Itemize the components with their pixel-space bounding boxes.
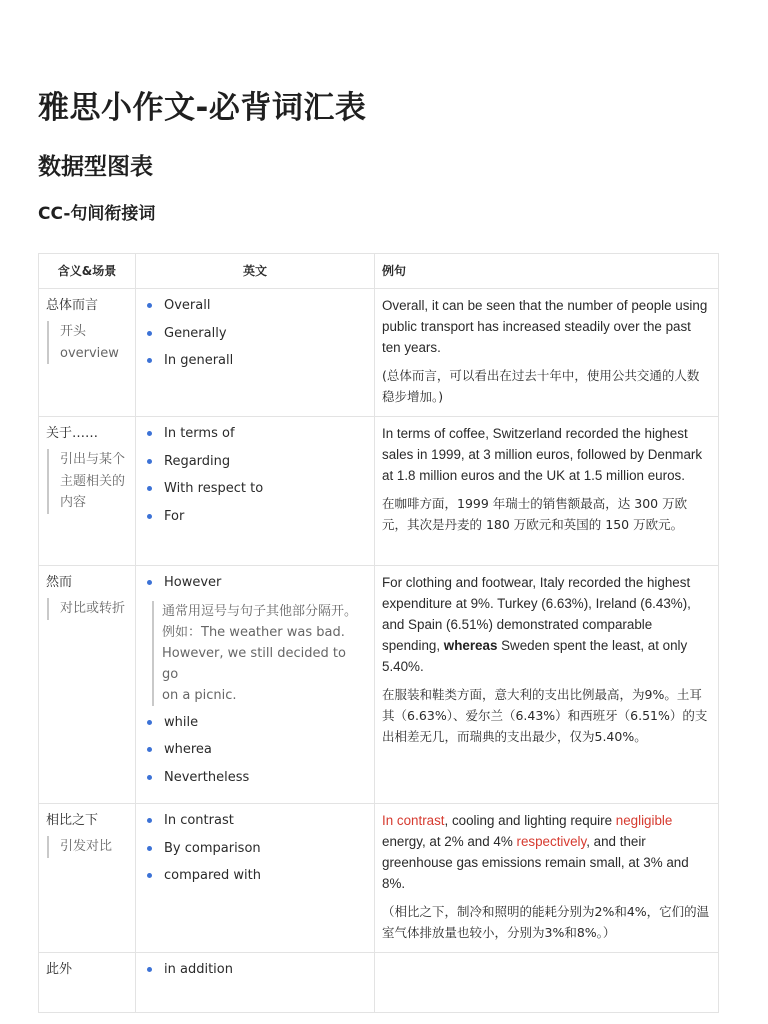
meaning-cell xyxy=(39,289,136,417)
scenario-note: 引出与某个主题相关的内容 xyxy=(47,449,128,514)
list-item: In generall xyxy=(144,350,366,378)
example-cell xyxy=(375,566,719,804)
example-english xyxy=(382,810,711,894)
term-list xyxy=(144,712,366,795)
list-item: In terms of xyxy=(144,423,366,451)
meaning-label: 然而 xyxy=(46,575,73,590)
example-chinese: (总体而言，可以看出在过去十年中，使用公共交通的人数稳步增加。) xyxy=(382,368,700,404)
example-english xyxy=(382,572,711,677)
usage-note-line: 例如：The weather was bad. xyxy=(162,624,345,640)
usage-note-line: 通常用逗号与句子其他部分隔开。 xyxy=(162,603,358,619)
list-item: In contrast xyxy=(144,810,366,838)
scenario-note: 开头 overview xyxy=(47,321,128,364)
english-cell xyxy=(136,953,375,1013)
table-row xyxy=(39,289,719,417)
meaning-label: 关于…… xyxy=(46,426,99,441)
english-cell xyxy=(136,417,375,566)
example-text: , cooling and lighting require xyxy=(444,813,616,828)
usage-note-line: However, we still decided to go xyxy=(162,645,346,682)
table-row xyxy=(39,804,719,953)
list-item: Overall xyxy=(144,295,366,323)
english-cell xyxy=(136,289,375,417)
meaning-label: 相比之下 xyxy=(46,813,99,828)
scenario-note: 引发对比 xyxy=(47,836,128,858)
usage-note xyxy=(152,601,366,706)
highlight-respectively: respectively xyxy=(516,834,587,849)
english-cell xyxy=(136,804,375,953)
example-cell xyxy=(375,417,719,566)
example-chinese: （相比之下，制冷和照明的能耗分别为2%和4%，它们的温室气体排放量也较小，分别为3%和8%。） xyxy=(382,904,710,940)
meaning-cell xyxy=(39,804,136,953)
table-row xyxy=(39,953,719,1013)
term-list xyxy=(144,959,366,987)
subsection-heading: CC-句间衔接词 xyxy=(38,204,156,224)
example-english: In terms of coffee, Switzerland recorded the highest sales in 1999, at 3 million euros, followed by Denmark at 1.8 million euros and the UK at 1.5 million euros. xyxy=(382,426,703,483)
example-text: For clothing and footwear, Italy recorded the highest expenditure at 9%. Turkey (6.63%), Ireland (6.43%), and Spain (6.51%) demonstrated comparable spending, xyxy=(382,575,691,653)
meaning-cell xyxy=(39,417,136,566)
list-item: compared with xyxy=(144,865,366,893)
table-row xyxy=(39,417,719,566)
example-english: Overall, it can be seen that the number of people using public transport has increased steadily over the past ten years. xyxy=(382,298,708,355)
example-cell xyxy=(375,289,719,417)
example-text: , and their greenhouse gas emissions remain small, at 3% and 8%. xyxy=(382,834,689,891)
page-title: 雅思小作文-必背词汇表 xyxy=(38,90,367,126)
highlight-in-contrast: In contrast xyxy=(382,813,445,828)
term-list xyxy=(144,295,366,378)
list-item: Nevertheless xyxy=(144,767,366,795)
term-list xyxy=(144,423,366,533)
example-text: Sweden spent the least, at only 5.40%. xyxy=(382,638,688,674)
header-meaning: 含义&场景 xyxy=(39,254,136,289)
example-chinese: 在咖啡方面，1999 年瑞士的销售额最高，达 300 万欧元，其次是丹麦的 180 万欧元和英国的 150 万欧元。 xyxy=(382,496,688,532)
list-item: wherea xyxy=(144,739,366,767)
table-header-row xyxy=(39,254,719,289)
meaning-cell xyxy=(39,566,136,804)
highlight-negligible: negligible xyxy=(615,813,673,828)
term-list xyxy=(144,572,366,600)
list-item: For xyxy=(144,506,366,534)
list-item: Generally xyxy=(144,323,366,351)
list-item: With respect to xyxy=(144,478,366,506)
usage-note-line: on a picnic. xyxy=(162,687,237,703)
vocab-table xyxy=(38,253,719,1013)
header-example: 例句 xyxy=(375,254,719,289)
term-list xyxy=(144,810,366,893)
list-item: By comparison xyxy=(144,838,366,866)
example-chinese: 在服装和鞋类方面，意大利的支出比例最高，为9%。土耳其（6.63%）、爱尔兰（6.43%）和西班牙（6.51%）的支出相差无几，而瑞典的支出最少，仅为5.40%。 xyxy=(382,687,708,744)
list-item: in addition xyxy=(144,959,366,987)
table-row xyxy=(39,566,719,804)
english-cell xyxy=(136,566,375,804)
list-item: Regarding xyxy=(144,451,366,479)
example-cell xyxy=(375,804,719,953)
example-cell xyxy=(375,953,719,1013)
meaning-cell xyxy=(39,953,136,1013)
header-english: 英文 xyxy=(136,254,375,289)
scenario-note: 对比或转折 xyxy=(47,598,128,620)
meaning-label: 此外 xyxy=(46,962,73,977)
list-item: However xyxy=(144,572,366,600)
meaning-label: 总体而言 xyxy=(46,298,99,313)
example-text: energy, at 2% and 4% xyxy=(382,834,517,849)
list-item: while xyxy=(144,712,366,740)
keyword-whereas: whereas xyxy=(443,638,498,653)
section-heading: 数据型图表 xyxy=(38,154,153,180)
